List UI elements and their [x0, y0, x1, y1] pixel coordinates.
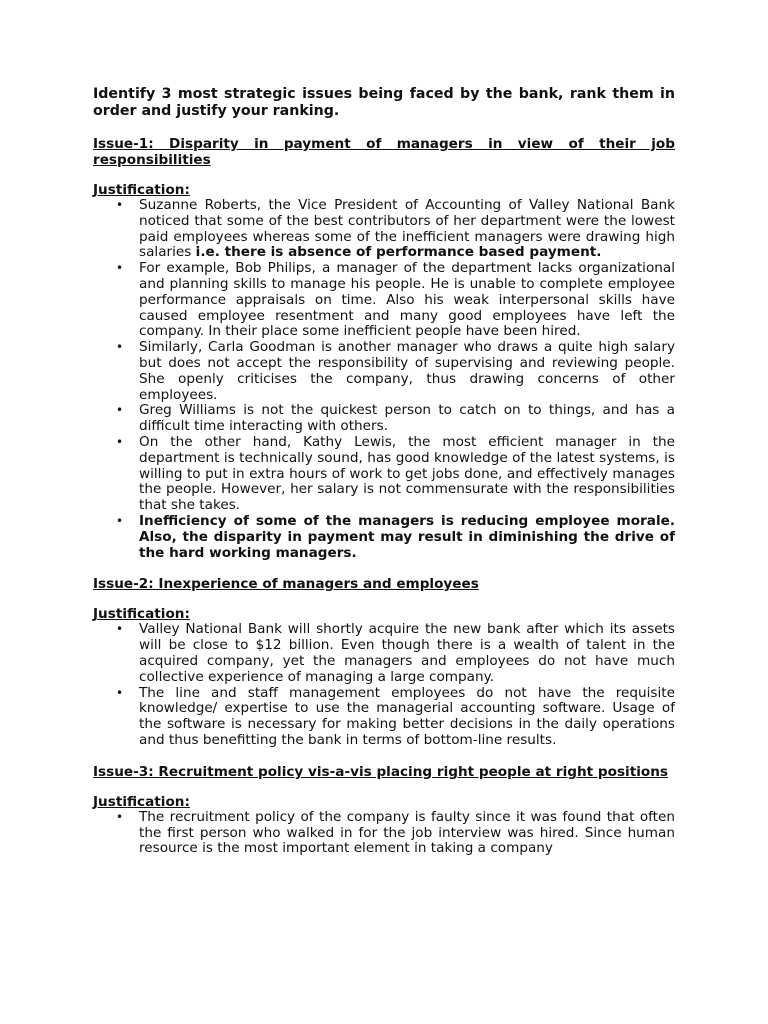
- list-item: • The recruitment policy of the company is faulty since it was found that often the first person who walked in for the job interview was hired. Since human resource is the most important element in taking a company: [93, 810, 675, 857]
- list-item: • Similarly, Carla Goodman is another manager who draws a quite high salary but does not accept the responsibility of supervising and reviewing people. She openly criticises the company, thus drawing concerns of other employees.: [93, 340, 675, 403]
- document-page: [93, 86, 675, 857]
- issue-3-title: Issue-3: Recruitment policy vis-a-vis placing right people at right positions: [93, 763, 668, 780]
- question-heading: Identify 3 most strategic issues being faced by the bank, rank them in order and justify your ranking.: [93, 86, 675, 119]
- issue-1-title: Issue-1: Disparity in payment of managers in view of their job responsibilities: [93, 136, 675, 168]
- issue-1-bullet-list: [93, 198, 675, 561]
- list-item: • Inefficiency of some of the managers is reducing employee morale. Also, the disparity in payment may result in diminishing the drive of the hard working managers.: [93, 514, 675, 561]
- list-item: • The line and staff management employees do not have the requisite knowledge/ expertise to use the managerial accounting software. Usage of the software is necessary for making better decisions in the daily operations and thus benefitting the bank in terms of bottom-line results.: [93, 686, 675, 749]
- list-item: • Valley National Bank will shortly acquire the new bank after which its assets will be close to $12 billion. Even though there is a wealth of talent in the acquired company, yet the managers and employees do not have much collective experience of managing a large company.: [93, 622, 675, 685]
- issue-1-justification-label: Justification:: [93, 182, 190, 198]
- list-item: • Suzanne Roberts, the Vice President of Accounting of Valley National Bank noticed that some of the best contributors of her department were the lowest paid employees whereas some of the inefficient managers were drawing high salaries i.e. there is absence of performance based payment.: [93, 198, 675, 261]
- list-item: • Greg Williams is not the quickest person to catch on to things, and has a difficult time interacting with others.: [93, 403, 675, 435]
- issue-2-bullet-list: [93, 622, 675, 748]
- issue-3-justification-label: Justification:: [93, 793, 190, 810]
- list-item: • For example, Bob Philips, a manager of the department lacks organizational and planning skills to manage his people. He is unable to complete employee performance appraisals on time. Also his weak interpersonal skills have caused employee resentment and many good employees have left the company. In their place some inefficient people have been hired.: [93, 261, 675, 340]
- issue-3-bullet-list: [93, 810, 675, 857]
- issue-2-justification-label: Justification:: [93, 606, 190, 623]
- issue-2-title: Issue-2: Inexperience of managers and employees: [93, 576, 479, 593]
- list-item: • On the other hand, Kathy Lewis, the most efficient manager in the department is technically sound, has good knowledge of the latest systems, is willing to put in extra hours of work to get jobs done, and effectively manages the people. However, her salary is not commensurate with the responsibilities that she takes.: [93, 435, 675, 514]
